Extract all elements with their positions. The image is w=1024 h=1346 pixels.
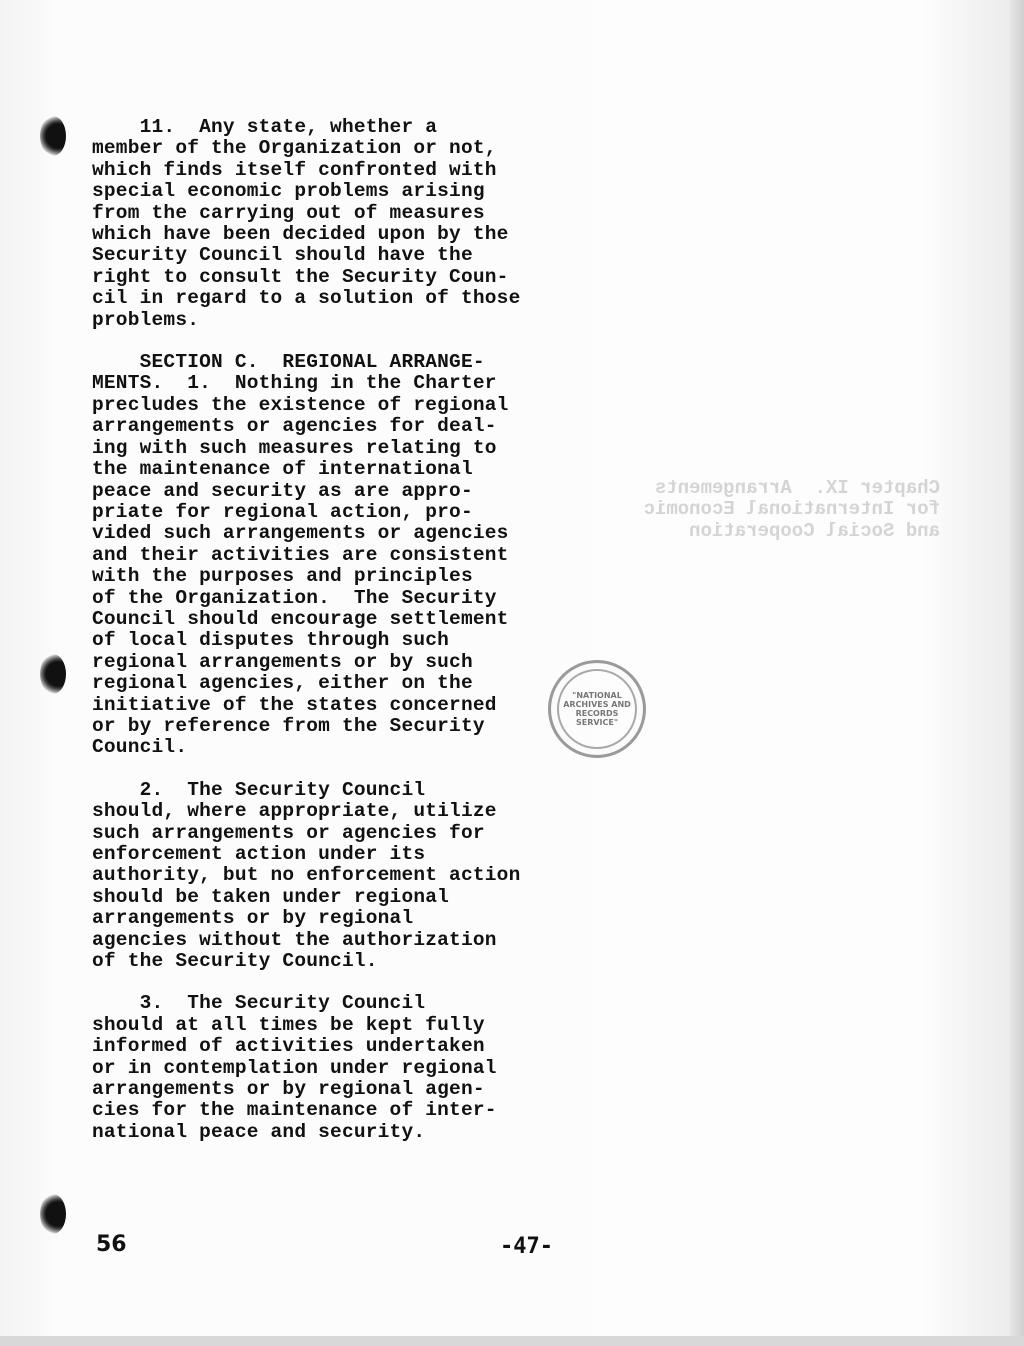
paragraph-gap — [92, 972, 572, 993]
document-body — [92, 117, 572, 1143]
bleed-through-text: Chapter IX. Arrangements for International Economic and Social Cooperation — [643, 477, 940, 542]
text-line: initiative of the states concerned — [92, 693, 497, 716]
text-line: MENTS. 1. Nothing in the Charter — [92, 372, 497, 395]
text-line: should, where appropriate, utilize — [92, 800, 497, 823]
stamp-text: "NATIONAL ARCHIVES AND RECORDS SERVICE" — [563, 691, 631, 727]
binder-hole-top — [40, 116, 66, 156]
text-line: such arrangements or agencies for — [92, 821, 485, 844]
text-line: peace and security as are appro- — [92, 479, 473, 502]
text-line: Council should encourage settlement — [92, 607, 509, 630]
text-line: priate for regional action, pro- — [92, 500, 473, 523]
text-line: cil in regard to a solution of those — [92, 287, 521, 310]
text-line: or in contemplation under regional — [92, 1056, 497, 1079]
text-line: 2. The Security Council — [92, 778, 426, 801]
text-line: arrangements or agencies for deal- — [92, 415, 497, 438]
text-line: from the carrying out of measures — [92, 201, 485, 224]
text-line: 11. Any state, whether a — [92, 116, 438, 138]
text-line: or by reference from the Security — [92, 714, 485, 737]
text-line: should at all times be kept fully — [92, 1013, 485, 1036]
page-edge-right — [1010, 0, 1024, 1346]
text-line: and their activities are consistent — [92, 543, 509, 566]
text-line: problems. — [92, 308, 200, 331]
page-edge-bottom — [0, 1336, 1024, 1346]
text-line: arrangements or by regional agen- — [92, 1078, 485, 1101]
text-line: authority, but no enforcement action — [92, 864, 521, 887]
text-line: special economic problems arising — [92, 180, 485, 203]
text-line: Security Council should have the — [92, 244, 473, 267]
paragraph-gap — [92, 331, 572, 352]
text-line: which finds itself confronted with — [92, 158, 497, 181]
text-line: 3. The Security Council — [92, 992, 426, 1015]
text-line: informed of activities undertaken — [92, 1035, 485, 1058]
binder-hole-middle — [40, 654, 66, 694]
text-line: should be taken under regional — [92, 885, 450, 908]
text-line: regional arrangements or by such — [92, 650, 473, 673]
text-line: right to consult the Security Coun- — [92, 265, 509, 288]
text-line: the maintenance of international — [92, 458, 473, 481]
text-line: of the Security Council. — [92, 950, 378, 973]
text-line: of the Organization. The Security — [92, 586, 497, 609]
text-line: which have been decided upon by the — [92, 223, 509, 246]
text-line: agencies without the authorization — [92, 928, 497, 951]
text-line: vided such arrangements or agencies — [92, 522, 509, 545]
text-line: member of the Organization or not, — [92, 137, 497, 160]
text-line: cies for the maintenance of inter- — [92, 1099, 497, 1122]
page-number-center: -47- — [500, 1234, 553, 1259]
text-line: precludes the existence of regional — [92, 393, 509, 416]
text-line: enforcement action under its — [92, 843, 426, 865]
text-line: ing with such measures relating to — [92, 436, 497, 459]
text-line: regional agencies, either on the — [92, 672, 473, 695]
text-line: with the purposes and principles — [92, 565, 473, 588]
paragraph-container — [92, 117, 572, 1143]
text-line: SECTION C. REGIONAL ARRANGE- — [92, 351, 485, 374]
binder-hole-bottom — [40, 1194, 66, 1234]
text-line: arrangements or by regional — [92, 907, 414, 930]
text-line: Council. — [92, 736, 188, 759]
text-line: of local disputes through such — [92, 629, 450, 652]
page-number-left: 56 — [96, 1232, 127, 1257]
text-line: national peace and security. — [92, 1120, 426, 1143]
paragraph-gap — [92, 759, 572, 780]
archives-stamp — [548, 660, 646, 758]
